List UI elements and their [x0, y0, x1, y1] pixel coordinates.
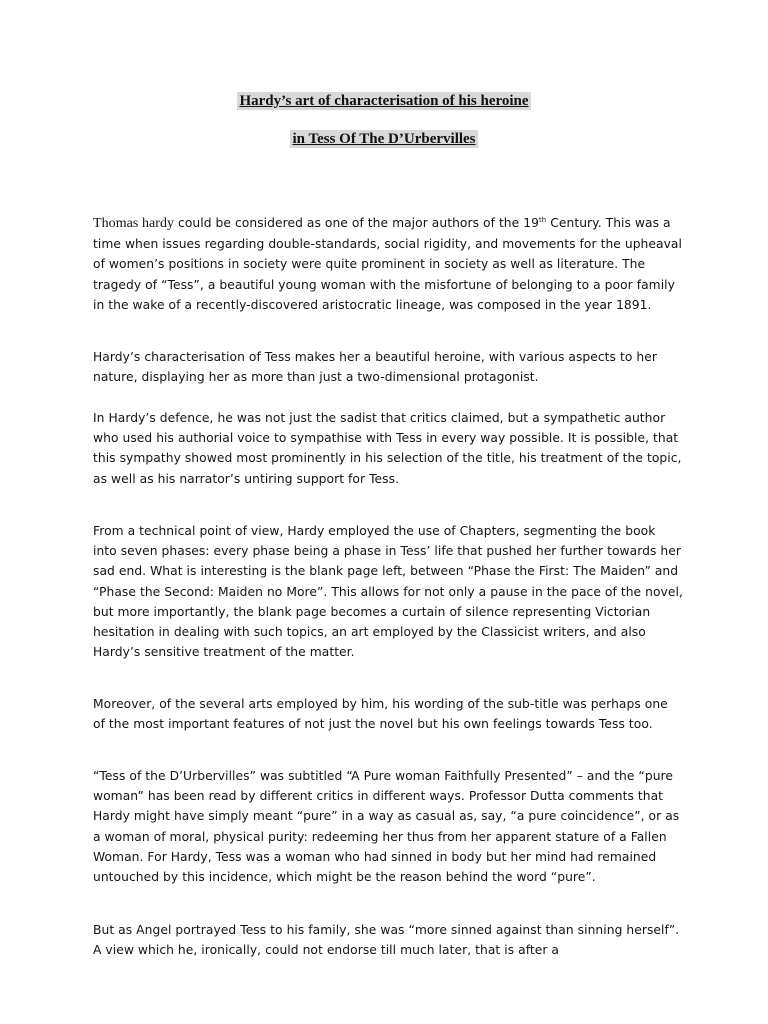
title-line-1-text: Hardy’s art of characterisation of his heroine — [239, 93, 529, 109]
paragraph-1 — [93, 213, 683, 315]
paragraph-4 — [93, 521, 683, 662]
paragraph-5-text: Moreover, of the several arts employed by him, his wording of the sub-title was perhaps one of the most important features of not just the novel but his own feelings towards Tess too. — [93, 697, 668, 732]
paragraph-1-text-a: could be considered as one of the major authors of the 19 — [174, 216, 539, 230]
ordinal-superscript: th — [538, 216, 547, 224]
paragraph-3 — [93, 408, 683, 489]
paragraph-2 — [93, 347, 683, 387]
paragraph-6-text: “Tess of the D’Urbervilles” was subtitled “A Pure woman Faithfully Presented” – and the “pure woman” has been read by different critics in different ways. Professor Dutta comments that Hardy might have simply meant “pure” in a way as casual as, say, “a pure coincidence”, or as a woman of moral, physical purity: redeeming her thus from her apparent stature of a Fallen Woman. For Hardy, Tess was a woman who had sinned in body but her mind had remained untouched by this incidence, which might be the reason behind the word “pure”. — [93, 769, 680, 885]
paragraph-2-text: Hardy’s characterisation of Tess makes her a beautiful heroine, with various aspects to her nature, displaying her as more than just a two-dimensional protagonist. — [93, 350, 657, 385]
paragraph-1-lead: Thomas hardy — [93, 216, 175, 231]
paragraph-7-text: But as Angel portrayed Tess to his family, she was “more sinned against than sinning herself”. A view which he, ironically, could not endorse till much later, that is after a — [93, 923, 680, 958]
title-line-2-text: in Tess Of The D’Urbervilles — [292, 131, 476, 147]
paragraph-1-text-b: Century. This was a time when issues regarding double-standards, social rigidity, and movements for the upheaval of women’s positions in society were quite prominent in society as well as literature. The tragedy of “Tess”, a beautiful young woman with the misfortune of belonging to a poor family in the wake of a recently-discovered aristocratic lineage, was composed in the year 1891. — [93, 216, 682, 312]
paragraph-4-text: From a technical point of view, Hardy employed the use of Chapters, segmenting the book into seven phases: every phase being a phase in Tess’ life that pushed her further towards her sad end. What is interesting is the blank page left, between “Phase the First: The Maiden” and “Phase the Second: Maiden no More”. This allows for not only a pause in the pace of the novel, but more importantly, the blank page becomes a curtain of silence representing Victorian hesitation in dealing with such topics, an art employed by the Classicist writers, and also Hardy’s sensitive treatment of the matter. — [93, 524, 683, 660]
paragraph-7 — [93, 920, 683, 960]
paragraph-3-text: In Hardy’s defence, he was not just the sadist that critics claimed, but a sympathetic author who used his authorial voice to sympathise with Tess in every way possible. It is possible, that this sympathy showed most prominently in his selection of the title, his treatment of the topic, as well as his narrator’s untiring support for Tess. — [93, 411, 682, 486]
paragraph-6 — [93, 766, 683, 887]
title-line-1 — [0, 93, 768, 110]
paragraph-5 — [93, 694, 683, 734]
title-line-2 — [0, 131, 768, 148]
